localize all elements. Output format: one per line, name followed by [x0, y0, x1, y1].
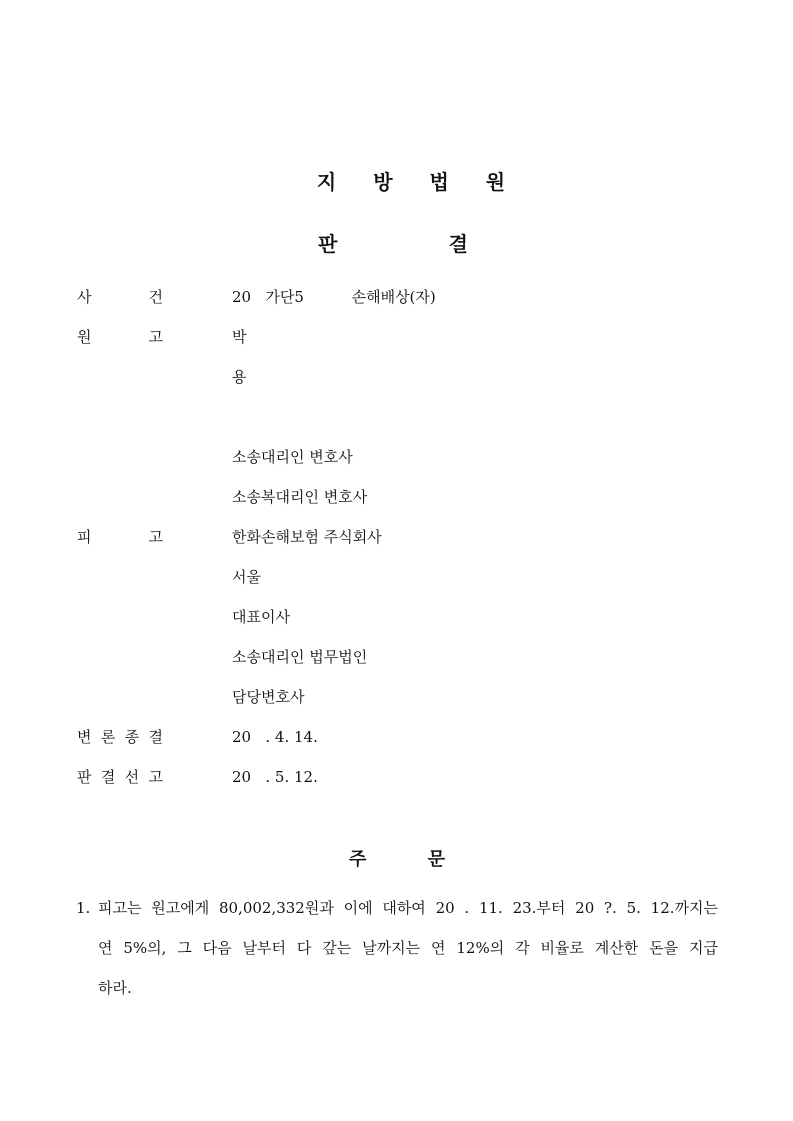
- defendant-address: 서울: [232, 568, 261, 586]
- order-item-1: [76, 888, 718, 1008]
- label-char: 결: [148, 728, 163, 746]
- case-label: [77, 286, 163, 308]
- case-value: 20 가단5 손해배상(자): [232, 288, 436, 306]
- order-item-number: 1.: [76, 899, 91, 917]
- defendant-label: [77, 526, 163, 548]
- plaintiff-address: 용: [232, 368, 247, 386]
- defendant-label-char: 고: [148, 528, 163, 546]
- hearing-closed-date: 20 . 4. 14.: [232, 728, 318, 746]
- defendant-representative: 대표이사: [232, 608, 290, 626]
- hearing-closed-label: [77, 726, 163, 748]
- court-name: 지 방 법 원: [316, 170, 521, 194]
- title-char-2: 결: [448, 232, 468, 256]
- label-char: 판: [77, 768, 92, 786]
- label-char: 결: [100, 768, 116, 786]
- defendant-counsel: 소송대리인 법무법인: [232, 648, 368, 666]
- order-item-text: [98, 888, 718, 1008]
- document-title: [318, 228, 468, 257]
- title-char-1: 판: [318, 232, 338, 256]
- case-label-char: 건: [148, 288, 163, 306]
- label-char: 고: [148, 768, 163, 786]
- order-line: 연 5%의, 그 다음 날부터 다 갚는 날까지는 연 12%의 각 비율로 계산한 돈을 지급: [98, 939, 718, 957]
- order-line: 하라.: [98, 979, 132, 997]
- defendant-label-char: 피: [77, 528, 92, 546]
- order-heading-char: 주: [349, 849, 367, 870]
- label-char: 종: [124, 728, 140, 746]
- plaintiff-name: 박: [232, 328, 247, 346]
- case-label-char: 사: [77, 288, 92, 306]
- plaintiff-sub-counsel: 소송복대리인 변호사: [232, 488, 368, 506]
- plaintiff-label-char: 고: [148, 328, 163, 346]
- plaintiff-label: [77, 326, 163, 348]
- order-heading-char: 문: [427, 849, 445, 870]
- order-line: 피고는 원고에게 80,002,332원과 이에 대하여 20 . 11. 23.부터 20 ?. 5. 12.까지는: [98, 899, 718, 917]
- plaintiff-counsel: 소송대리인 변호사: [232, 448, 353, 466]
- judgment-date: 20 . 5. 12.: [232, 768, 318, 786]
- judgment-date-label: [77, 766, 163, 788]
- defendant-attorney: 담당변호사: [232, 688, 305, 706]
- order-heading: [349, 845, 445, 871]
- label-char: 변: [77, 728, 92, 746]
- label-char: 론: [100, 728, 116, 746]
- plaintiff-label-char: 원: [77, 328, 92, 346]
- defendant-name: 한화손해보험 주식회사: [232, 528, 382, 546]
- label-char: 선: [124, 768, 140, 786]
